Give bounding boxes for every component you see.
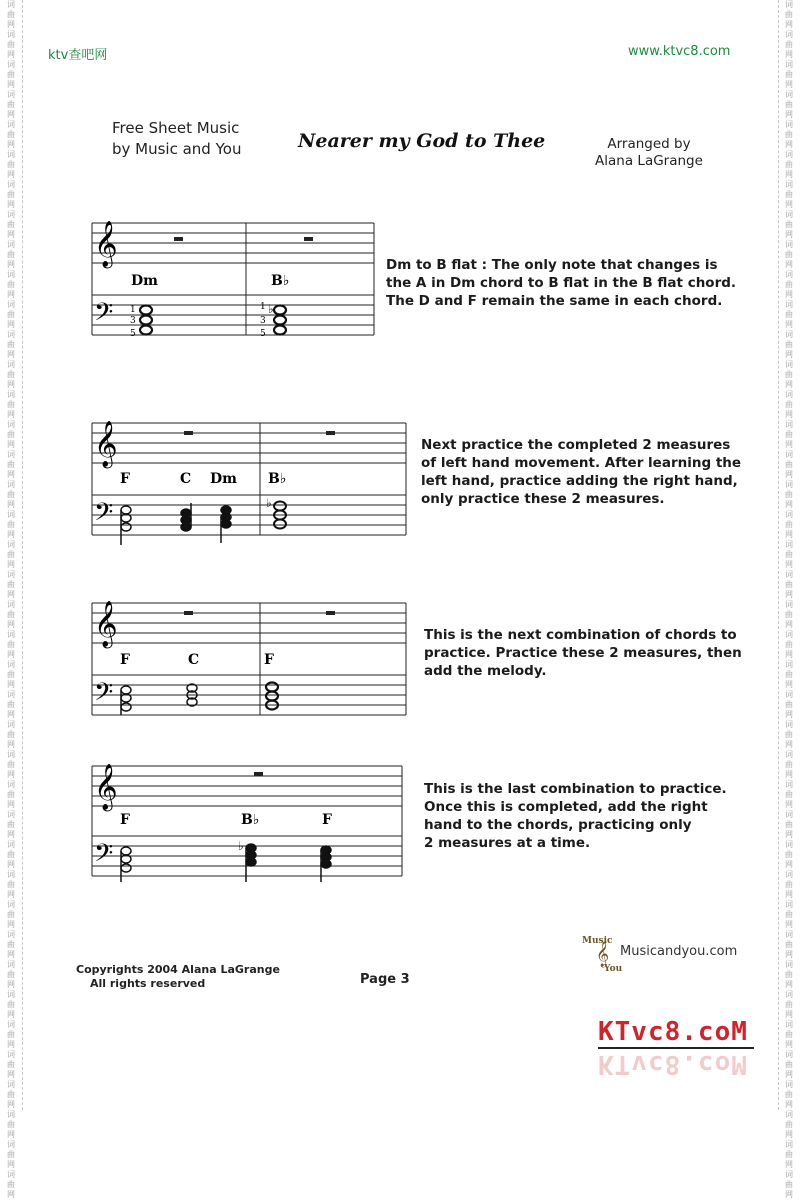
chord-symbol: F: [322, 812, 332, 828]
page-number: Page 3: [360, 972, 410, 987]
arranger-line-2: Alana LaGrange: [595, 153, 703, 169]
copyright-block: [76, 963, 280, 991]
description-line: hand to the chords, practicing only: [424, 817, 692, 833]
treble-clef-icon: 𝄞: [94, 764, 118, 810]
song-title: Nearer my God to Thee: [298, 130, 546, 152]
whole-rest-icon: [184, 431, 193, 435]
music-system-1: [86, 205, 378, 345]
music-system-2: [86, 405, 412, 545]
left-dashed-border: [22, 0, 23, 1110]
watermark-right-url[interactable]: www.ktvc8.com: [628, 44, 731, 59]
description-system-3: [424, 626, 742, 680]
ktvc8-logo-text: KTvc8.coM: [598, 1017, 748, 1047]
ktvc8-logo-reflection: KTvc8.coM: [598, 1049, 748, 1079]
logo-word-music: Music: [582, 936, 613, 946]
copyright-line-2: All rights reserved: [90, 977, 206, 990]
treble-clef-icon: 𝄞: [94, 421, 118, 467]
chord-notes: [121, 496, 286, 545]
bass-clef-icon: 𝄢: [94, 839, 114, 874]
description-system-4: [424, 780, 727, 852]
fingering-number: 1: [260, 302, 266, 312]
chord-symbol: F: [120, 812, 130, 828]
chord-symbol: Dm: [131, 273, 158, 289]
bass-clef-icon: 𝄢: [94, 498, 114, 533]
svg-text:♭: ♭: [238, 839, 244, 853]
description-line: the A in Dm chord to B flat in the B flat chord.: [386, 275, 737, 291]
description-line: left hand, practice adding the right hand,: [421, 473, 738, 489]
description-line: This is the next combination of chords to: [424, 627, 737, 643]
ktvc8-logo: [598, 1017, 758, 1077]
treble-clef-icon: 𝄞: [94, 221, 118, 267]
treble-clef-icon: 𝄞: [94, 601, 118, 647]
description-system-2: [421, 436, 741, 508]
chord-symbol: F: [264, 652, 274, 668]
whole-rest-icon: [174, 237, 183, 241]
whole-rest-icon: [184, 611, 193, 615]
right-dashed-border: [778, 0, 779, 1110]
chord-symbol: B♭: [268, 471, 287, 487]
fingering-number: 3: [260, 316, 266, 326]
logo-clef-icon: 𝄞: [596, 942, 610, 967]
music-system-3: [86, 585, 412, 725]
description-line: The D and F remain the same in each chord.: [386, 293, 723, 309]
description-line: 2 measures at a time.: [424, 835, 591, 851]
description-line: of left hand movement. After learning the: [421, 455, 742, 471]
music-system-4: [86, 748, 408, 888]
publisher-line-2: by Music and You: [112, 140, 242, 158]
watermark-left-text: ktv查吧网: [48, 48, 108, 63]
whole-rest-icon: [326, 611, 335, 615]
arranger-line-1: Arranged by: [607, 136, 691, 152]
description-line: add the melody.: [424, 663, 547, 679]
description-line: This is the last combination to practice.: [424, 781, 727, 797]
chord-symbol: F: [120, 471, 130, 487]
description-line: Dm to B flat : The only note that changes is: [386, 257, 718, 273]
chord-symbol: F: [120, 652, 130, 668]
chord-symbol: B♭: [241, 812, 260, 828]
whole-rest-icon: [326, 431, 335, 435]
fingering-number: 1: [130, 305, 136, 315]
music-and-you-logo: [582, 934, 622, 978]
svg-text:♭: ♭: [268, 302, 274, 316]
arranger-block: [594, 136, 704, 170]
fingering-number: 5: [260, 329, 266, 339]
description-line: only practice these 2 measures.: [421, 491, 665, 507]
whole-rest-icon: [254, 772, 263, 776]
bass-clef-icon: 𝄢: [94, 678, 114, 713]
logo-word-you: You: [604, 964, 623, 974]
description-line: Once this is completed, add the right: [424, 799, 708, 815]
fingering-number: 3: [130, 316, 136, 326]
description-system-1: [386, 256, 736, 310]
chord-symbol: Dm: [210, 471, 237, 487]
copyright-line-1: Copyrights 2004 Alana LaGrange: [76, 963, 280, 976]
right-side-watermark: 词曲网词曲网词曲网词曲网词曲网词曲网词曲网词曲网词曲网词曲网词曲网词曲网词曲网词曲网词曲网词曲网词曲网词曲网词曲网词曲网词曲网词曲网词曲网词曲网词曲网词曲网词曲网词曲网词曲网词曲网词曲网词曲网词曲网词曲网词曲网词曲网词曲网词曲网词曲网词曲网: [785, 0, 793, 1199]
description-line: practice. Practice these 2 measures, then: [424, 645, 742, 661]
chord-symbol: C: [188, 652, 200, 668]
chord-symbol: C: [180, 471, 192, 487]
svg-text:♭: ♭: [266, 496, 272, 510]
publisher-block: [112, 118, 241, 160]
bass-clef-icon: 𝄢: [94, 298, 114, 333]
left-side-watermark: 词曲网词曲网词曲网词曲网词曲网词曲网词曲网词曲网词曲网词曲网词曲网词曲网词曲网词曲网词曲网词曲网词曲网词曲网词曲网词曲网词曲网词曲网词曲网词曲网词曲网词曲网词曲网词曲网词曲网词曲网词曲网词曲网词曲网词曲网词曲网词曲网词曲网词曲网词曲网词曲网: [7, 0, 15, 1199]
fingering-number: 5: [130, 329, 136, 339]
musicandyou-site[interactable]: Musicandyou.com: [620, 944, 738, 959]
publisher-line-1: Free Sheet Music: [112, 119, 240, 137]
whole-rest-icon: [304, 237, 313, 241]
chord-symbol: B♭: [271, 273, 290, 289]
chord-notes: [121, 683, 278, 716]
description-line: Next practice the completed 2 measures: [421, 437, 731, 453]
